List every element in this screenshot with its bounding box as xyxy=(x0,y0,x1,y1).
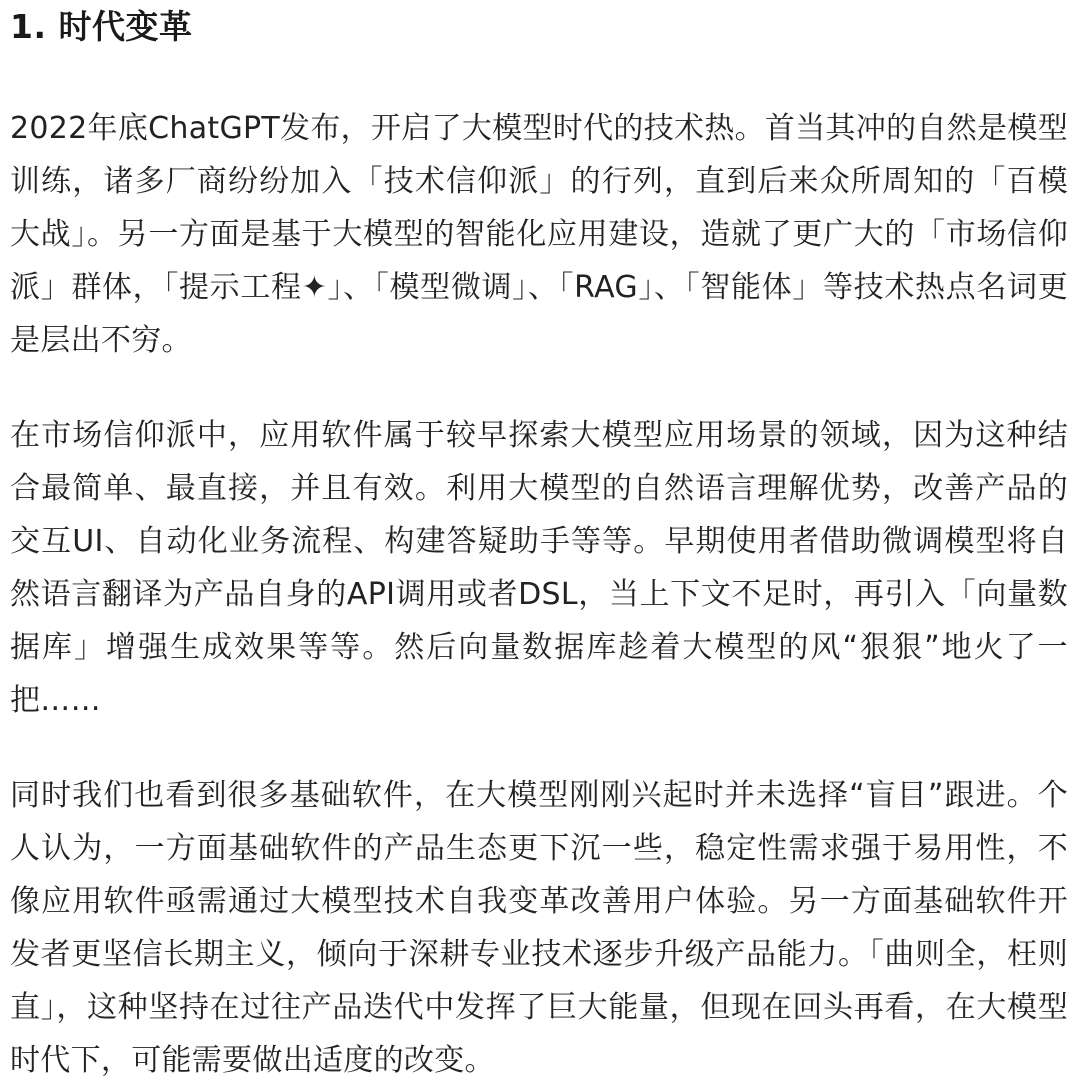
paragraph-foundation-software: 同时我们也看到很多基础软件，在大模型刚刚兴起时并未选择“盲目”跟进。个人认为，一方面基础软件的产品生态更下沉一些，稳定性需求强于易用性，不像应用软件亟需通过大模型技术自我变革改善用户体验。另一方面基础软件开发者更坚信长期主义，倾向于深耕专业技术逐步升级产品能力。「曲则全，枉则直」，这种坚持在过往产品迭代中发挥了巨大能量，但现在回头再看，在大模型时代下，可能需要做出适度的改变。 xyxy=(10,778,1068,1078)
paragraph-era-intro: 2022年底ChatGPT发布，开启了大模型时代的技术热。首当其冲的自然是模型训练，诸多厂商纷纷加入「技术信仰派」的行列，直到后来众所周知的「百模大战」。另一方面是基于大模型的智能化应用建设，造就了更广大的「市场信仰派」群体，「提示工程✦」、「模型微调」、「RAG」、「智能体」等技术热点名词更是层出不穷。 xyxy=(10,111,1068,358)
section-heading: 1. 时代变革 xyxy=(10,7,193,46)
paragraph-market-faith: 在市场信仰派中，应用软件属于较早探索大模型应用场景的领域，因为这种结合最简单、最直接，并且有效。利用大模型的自然语言理解优势，改善产品的交互UI、自动化业务流程、构建答疑助手等等。早期使用者借助微调模型将自然语言翻译为产品自身的API调用或者DSL，当上下文不足时，再引入「向量数据库」增强生成效果等等。然后向量数据库趁着大模型的风“狠狠”地火了一把…… xyxy=(10,418,1068,718)
